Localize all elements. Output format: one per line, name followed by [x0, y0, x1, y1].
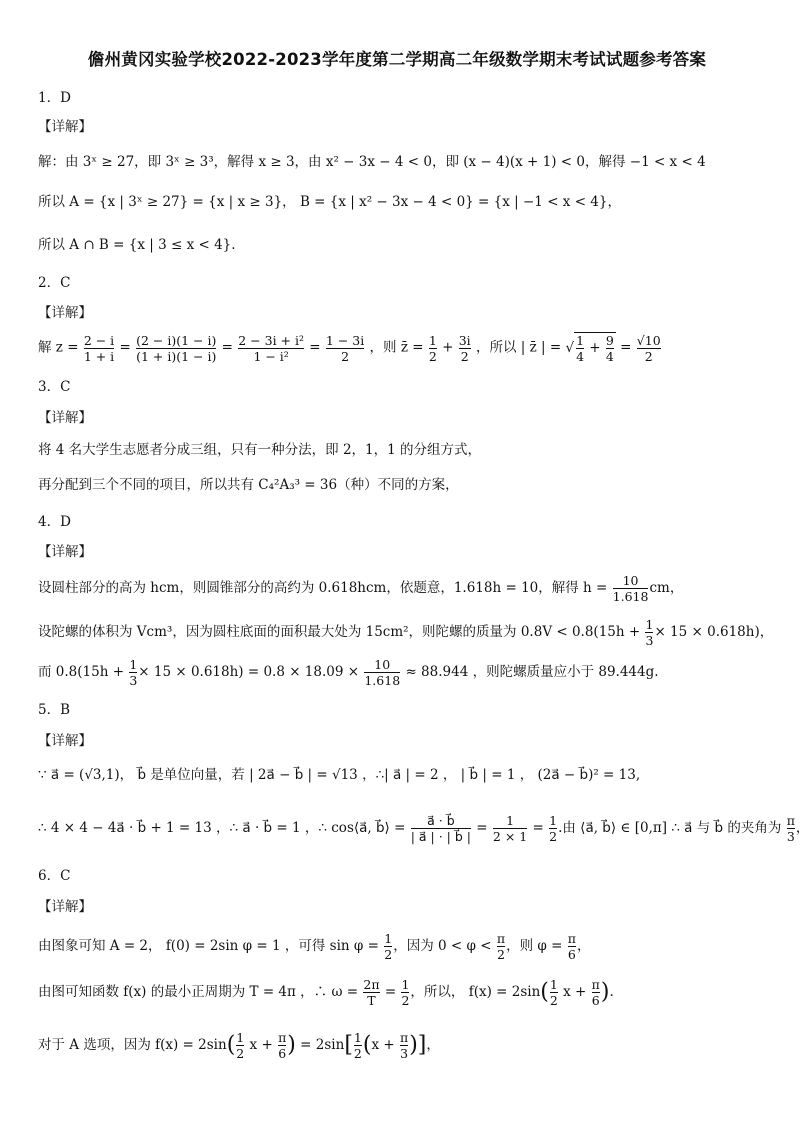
q6-line2: [38, 977, 614, 1008]
numerator: 1: [549, 977, 558, 992]
numerator: 10: [374, 657, 391, 672]
denominator: (1 + i)(1 − i): [136, 348, 217, 364]
fraction: [637, 333, 661, 364]
numerator: 1: [576, 333, 585, 348]
fraction: [363, 977, 379, 1008]
q1-answer: 1．D: [38, 90, 71, 106]
q3-line1: 将 4 名大学生志愿者分成三组，只有一种分法，即 2，1，1 的分组方式，: [38, 442, 482, 458]
numerator: 2 − i: [83, 332, 115, 348]
numerator: 2 − 3i + i²: [238, 332, 305, 348]
q4-line3: [38, 657, 659, 688]
fraction: [129, 657, 137, 688]
denominator: 2: [428, 348, 437, 364]
q2-mid: ，则 z̄ =: [369, 339, 424, 356]
q4-line2-text: 设陀螺的体积为 Vcm³，因为圆柱底面的面积最大处为 15cm²，则陀螺的质量为 0.8V < 0.8(15h +: [38, 624, 641, 640]
fraction: [613, 573, 649, 604]
fraction: [497, 931, 505, 962]
denominator: 1 + i: [83, 348, 115, 364]
denominator: 1 − i²: [238, 348, 304, 364]
numerator: 1 − 3i: [325, 332, 365, 348]
fraction: [326, 333, 364, 364]
denominator: 4: [576, 349, 585, 364]
denominator: 2 × 1: [492, 829, 528, 844]
fraction: [429, 333, 437, 364]
q5-eq2: =: [532, 820, 544, 836]
sqrt: √ $\frac{1}{4}$ + $\frac{9}{4}$: [565, 333, 614, 364]
q6-line1-text: 由图象可知 A = 2， f(0) = 2sin φ = 1 ，可得 sin φ =: [38, 938, 379, 954]
fraction: [400, 1030, 408, 1061]
right-paren: ): [600, 979, 610, 1005]
fraction: [493, 813, 527, 844]
fraction: [568, 931, 576, 962]
q6-answer: 6．C: [38, 868, 71, 884]
fraction: [592, 977, 600, 1008]
numerator: 9: [605, 333, 614, 348]
numerator: 10: [622, 573, 639, 588]
numerator: (2 − i)(1 − i): [136, 332, 217, 348]
numerator: 1: [353, 1030, 362, 1045]
denominator: 2: [384, 947, 393, 962]
q3-heading: 【详解】: [38, 410, 92, 426]
q5-answer: 5．B: [38, 702, 71, 718]
numerator: 1: [236, 1030, 245, 1045]
fraction: [576, 333, 584, 364]
numerator: 1: [549, 813, 558, 828]
q2-mid2: ，所以 | z̄ | =: [475, 339, 562, 356]
left-paren: (: [226, 1032, 236, 1058]
q2-pre: 解 z =: [38, 339, 79, 356]
fraction: [364, 657, 400, 688]
denominator: 2: [549, 829, 558, 844]
q5-line2-mid: .由 ⟨a⃗, b⃗⟩ ∈ [0,π] ∴ a⃗ 与 b⃗ 的夹角为: [558, 820, 782, 836]
numerator: 3i: [458, 332, 471, 348]
numerator: π: [591, 977, 600, 992]
q6-line3-text: 对于 A 选项，因为 f(x) = 2sin: [38, 1037, 227, 1053]
numerator: 1: [129, 657, 138, 672]
denominator: 1.618: [364, 673, 401, 688]
q1-line1: 解：由 3ˣ ≥ 27，即 3ˣ ≥ 3³，解得 x ≥ 3，由 x² − 3x − 4 < 0，即 (x − 4)(x + 1) < 0，解得 −1 < x < 4: [38, 154, 706, 170]
fraction: [354, 1030, 362, 1061]
q4-line2-tail: × 15 × 0.618h)，: [654, 624, 774, 640]
fraction: [84, 333, 114, 364]
denominator: 2: [496, 947, 505, 962]
q6-line1-tail: ，: [576, 938, 591, 954]
fraction: [606, 333, 614, 364]
denominator: 3: [400, 1046, 409, 1061]
q5-heading: 【详解】: [38, 733, 92, 749]
q3-line2: 再分配到三个不同的项目，所以共有 C₄²A₃³ = 36（种）不同的方案，: [38, 477, 459, 493]
denominator: 2: [326, 348, 364, 364]
numerator: π: [567, 931, 576, 946]
numerator: π: [399, 1030, 409, 1045]
fraction: [278, 1030, 286, 1061]
q6-line3: [38, 1030, 440, 1061]
q6-line2-text: 由图可知函数 f(x) 的最小正周期为 T = 4π ，∴ ω =: [38, 984, 359, 1000]
fraction: [384, 931, 392, 962]
denominator: | a⃗ | · | b⃗ |: [410, 829, 471, 844]
numerator: 2π: [363, 977, 380, 992]
q2-formula: 解 z = $\frac{2 - i}{1 + i}$ = $\frac{(2 - i)(1 - i)}{(1 + i)(1 - i)}$ = $\frac{\text{2 − 3i + i²}}{\text{1 − i²}}$ = $\frac{1 - 3i}{2}$ ，则 z̄ = $\frac{1}{2}$ + $\frac{3i}{2}$ ，所以 | z̄ | = √ $\frac{1}{4}$ + $\frac{9}{4}$ = $\frac{√10}{2}$: [38, 332, 661, 364]
fraction: [401, 977, 409, 1008]
fraction: [459, 333, 471, 364]
q1-line2: 所以 A = {x | 3ˣ ≥ 27} = {x | x ≥ 3}， B = {x | x² − 3x − 4 < 0} = {x | −1 < x < 4}，: [38, 194, 621, 210]
denominator: 6: [278, 1046, 287, 1061]
numerator: π: [278, 1030, 287, 1045]
numerator: 1: [428, 332, 437, 348]
fraction: [787, 813, 795, 844]
numerator: 1: [645, 617, 654, 632]
q1-line3: 所以 A ∩ B = {x | 3 ≤ x < 4}.: [38, 237, 236, 253]
page-title: 儋州黄冈实验学校2022-2023学年度第二学期高二年级数学期末考试试题参考答案: [87, 50, 707, 69]
q6-eq: =: [384, 984, 397, 1000]
denominator: 2: [353, 1046, 362, 1061]
denominator: 2: [401, 993, 410, 1008]
denominator: 2: [549, 993, 558, 1008]
numerator: 1: [506, 813, 515, 828]
numerator: π: [496, 931, 506, 946]
q4-line1-tail: cm，: [649, 580, 684, 596]
q5-line1: ∵ a⃗ = (√3,1)， b⃗ 是单位向量，若 | 2a⃗ − b⃗ | = √13 ，∴| a⃗ | = 2 ， | b⃗ | = 1 ， (2a⃗ − b⃗)² = 13,: [38, 767, 641, 783]
q5-line2-tail: ，: [795, 820, 809, 836]
q6-line1: [38, 931, 590, 962]
q6-line2-x: x +: [563, 984, 587, 1000]
q6-line3-eq: = 2sin: [300, 1037, 345, 1053]
q4-answer: 4．D: [38, 514, 71, 530]
q4-line1: [38, 573, 683, 604]
denominator: 6: [567, 947, 576, 962]
q2-heading: 【详解】: [38, 305, 92, 321]
denominator: 2: [236, 1046, 245, 1061]
right-paren: ): [409, 1032, 418, 1058]
denominator: 2: [460, 348, 469, 364]
numerator: π: [786, 813, 795, 828]
q4-line2: [38, 617, 773, 648]
q4-heading: 【详解】: [38, 544, 92, 560]
q6-line1-mid2: ，则 φ =: [506, 938, 563, 954]
q6-line1-mid: ，因为 0 < φ <: [393, 938, 492, 954]
q6-heading: 【详解】: [38, 899, 92, 915]
numerator: 1: [401, 977, 410, 992]
fraction: [549, 813, 557, 844]
q1-heading: 【详解】: [38, 119, 92, 135]
fraction: [550, 977, 558, 1008]
denominator: 2: [637, 348, 661, 364]
denominator: 3: [129, 673, 138, 688]
q4-line1-text: 设圆柱部分的高为 hcm，则圆锥部分的高约为 0.618hcm，依题意，1.618h = 10，解得 h =: [38, 580, 608, 596]
fraction: [411, 813, 471, 844]
q2-answer: 2．C: [38, 275, 71, 291]
fraction: [645, 617, 653, 648]
denominator: T: [363, 992, 379, 1008]
q3-answer: 3．C: [38, 379, 71, 395]
denominator: 4: [605, 349, 614, 364]
q6-line2-tail: .: [609, 984, 614, 1000]
fraction: [136, 333, 216, 364]
denominator: 1.618: [612, 589, 649, 604]
q4-line3-mid: × 15 × 0.618h) = 0.8 × 18.09 ×: [138, 664, 360, 680]
q6-line3-x: x +: [249, 1037, 273, 1053]
denominator: 6: [591, 993, 600, 1008]
q4-line3-tail: ≈ 88.944 ，则陀螺质量应小于 89.444g.: [405, 664, 659, 680]
denominator: 3: [645, 633, 654, 648]
q5-eq: =: [476, 820, 488, 836]
numerator: a⃗ · b⃗: [427, 813, 455, 828]
left-paren: (: [362, 1032, 372, 1058]
q6-line3-x2: x +: [371, 1037, 395, 1053]
numerator: √10: [636, 332, 661, 348]
left-paren: (: [540, 979, 549, 1005]
q6-line2-mid: ，所以， f(x) = 2sin: [410, 984, 541, 1000]
q6-line3-tail: ，: [426, 1037, 440, 1053]
fraction: [236, 1030, 244, 1061]
q5-line2-text: ∴ 4 × 4 − 4a⃗ · b⃗ + 1 = 13 ，∴ a⃗ · b⃗ = 1 ，∴ cos⟨a⃗, b⃗⟩ =: [38, 820, 406, 836]
right-bracket: ]: [417, 1032, 427, 1058]
left-bracket: [: [344, 1032, 353, 1058]
denominator: 3: [786, 829, 795, 844]
fraction: [238, 333, 304, 364]
right-paren: ): [287, 1032, 296, 1058]
q5-line2: [38, 813, 809, 844]
q4-line3-text: 而 0.8(15h +: [38, 664, 125, 680]
numerator: 1: [384, 931, 393, 946]
